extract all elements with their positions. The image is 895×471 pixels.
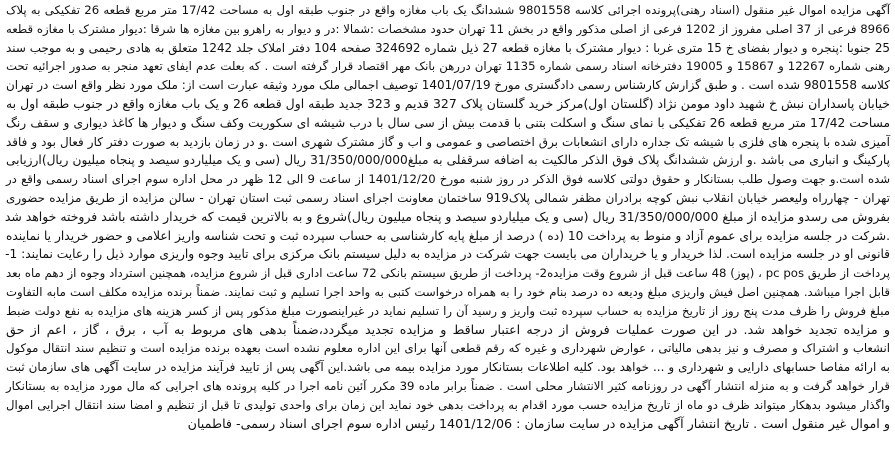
notice-line: شده است.و جهت وصول طلب بستانکار و حقوق دولتی کلاسه فوق الذکر در روز شنبه مورخ 1401/12/20 از ساعت 9 الی 12 ظهر در محل اداره سوم اجرای اسناد رسمی واقع در: [6, 172, 890, 187]
notice-line: مبلغ فروش را ظرف مدت پنج روز از تاریخ مزایده به حساب سپرده ثبت واریز و رسید آن را تسلیم نماید در غیراینصورت مبلغ مذکور پس از کسر هزینه های مزایده به نفع دولت ضبط: [6, 303, 890, 318]
notice-line: 8966 فرعی از 37 اصلی مفروز از 1202 فرعی از اصلی مذکور واقع در بخش 11 تهران حدود مشخصات :شمالا :در و دیوار به راهرو بین مغازه ها شرقا :دیوار مشترک با مغازه قطعه: [6, 21, 890, 36]
notice-line: پارکینگ و انباری می باشد .و ارزش ششدانگ پلاک فوق الذکر مالکیت به اضافه سرقفلی به مبلغ31/350/000/000 ریال (سی و یک میلیاردو سیصد و پنجاه میلیون ریال)ارزیابی: [6, 153, 890, 168]
notice-line-last: و اموال غیر منقول است . تاریخ انتشار آگهی مزایده در سایت سازمان : 1401/12/06 رئیس اداره سوم اجرای اسناد رسمی- فاطمیان: [187, 415, 890, 431]
notice-line: به ارائه مفاصا حسابهای دارایی و شهرداری و ... خواهد بود. کلیه اطلاعات بستانکار مورد مزایده بیمه می باشد.این آگهی پس از تایید فرآیند مزایده در سایت آگهی های سازمان ثبت: [6, 360, 890, 375]
notice-line: انشعاب و اشتراک و مصرف و نیز بدهی مالیاتی ، عوارض شهرداری و غیره که رقم قطعی آنها برای این اداره معلوم نشده است بعهده برنده مزایده است و تنظیم سند انتقال موکول: [6, 341, 890, 356]
notice-line: آگهی مزایده اموال غیر منقول (اسناد رهنی)پرونده اجرائی کلاسه 9801558 ششدانگ یک باب مغازه واقع در جنوب طبقه اول به مساحت 17/42 متر مربع قطعه 26 تفکیکی به پلاک: [6, 3, 890, 17]
notice-line: بفروش می رسدو مزایده از مبلغ 31/350/000/000 ریال (سی و یک میلیاردو سیصد و پنجاه میلیون ریال)شروع و به بالاترین قیمت که خریدار داشته باشد فروخته خواهد شد: [4, 208, 890, 224]
notice-line: مساحت 17/42 متر مربع قطعه 26 تفکیکی با نمای سنگ و اسکلت بتنی با قدمت بیش از سی سال با درب شیشه ای سکوریت وکف سنگ و دیوار ها کاغذ دیواری و سقف رنگ: [6, 115, 890, 130]
notice-line: واگذار میشود بدهکار میتواند ظرف دو ماه از تاریخ مزایده حسب مورد اقدام به پرداخت بدهی خود نماید این زمان برای واحدی تولیدی تا قبل از تنظیم و امضا سند انتقال اجرایی اموال: [6, 397, 890, 412]
notice-line: پرداخت از طریق pc pos ، (پوز) 48 ساعت قبل از شروع وقت مزایده2- پرداخت از طریق سیستم بانکی 72 ساعت اداری قبل از شروع مزایده، همچنین استرداد وجوه از دهم ماه بعد: [6, 266, 890, 281]
notice-line: .شرکت در جلسه مزایده برای عموم آزاد و منوط به پرداخت 10 (ده ) درصد از مبلغ پایه کارشناسی به حساب سپرده ثبت و تحت شناسه واریز اعلامی و حضور خریدار یا نماینده: [6, 228, 890, 243]
notice-line: و مزایده تجدید خواهد شد. در این صورت عملیات فروش از درجه اعتبار ساقط و مزایده تجدید میگردد،ضمناً بدهی های مربوط به آب ، برق ، گاز ، اعم از حق: [6, 321, 890, 337]
notice-line: 25 جنوبا :پنجره و دیوار بفضای خ 15 متری غربا : دیوار مشترک با مغازه قطعه 27 ذیل شماره 324692 صفحه 104 دفتر املاک جلد 1242 متعلق به هادی رحیمی و به موجب سند: [6, 40, 891, 55]
notice-line: قابل اجرا میباشد. همچنین اصل فیش واریزی مبلغ ودیعه ده درصد بنام خود را به همراه درخواست کتبی به واحد اجرا تسلیم و ثبت نمایند. ضمناً برنده مزایده مکلف است مابه التفاوت: [6, 284, 890, 299]
notice-line: کلاسه 9801558 شده است . و طبق گزارش کارشناس رسمی دادگستری مورخ 1401/07/19 توصیف اجمالی ملک مورد وثیقه عبارت است از: ملک مورد نظر واقع است در تهران: [6, 78, 890, 93]
notice-line: خیابان پاسداران نبش خ شهید داود مومن نژاد (گلستان اول)مرکز خرید گلستان پلاک 327 قدیم و 323 جدید طبقه اول قطعه 26 و یک باب مغازه واقع در جنوب طبقه اول به: [6, 95, 890, 111]
notice-line: آمیزی شده با پنجره های فلزی با شیشه تک جداره دارای انشعابات برق اختصاصی و عمومی و اب و گاز مشترک شهری است .و در زمان بازدید به صورت دفتر کار فعال بود و فاقد: [6, 134, 890, 149]
notice-line: قانونی او در جلسه مزایده است. لذا خریدار و یا خریداران می بایست جهت شرکت در مزایده به دلیل سیستم بانک مرکزی برای تایید وجوه واریزی موارد ذیل را رعایت نمایند: 1-: [5, 247, 890, 262]
notice-line: رهنی شماره 12267 و 15867 و 19005 دفترخانه اسناد رسمی شماره 1135 تهران دررهن بانک مهر اقتصاد قرار گرفته است . که بعلت عدم ایفای تعهد منجر به صدور اجرائیه تحت: [6, 59, 891, 74]
notice-line: تهران - چهارراه ولیعصر خیابان انقلاب نبش کوچه برادران مظفر شمالی پلاک919 ساختمان معاونت اجرای اسناد رسمی ثبت استان تهران - سالن مزایده از طریق مزایده حضوری: [6, 190, 890, 205]
notice-line: قرار خواهد گرفت و به منزله انتشار آگهی در روزنامه کثیر الانتشار محلی است . ضمناً برابر ماده 39 مکرر آئین نامه اجرا در کلیه پرونده های اجرایی که مال مورد مزایده به بستانکار: [6, 378, 891, 393]
